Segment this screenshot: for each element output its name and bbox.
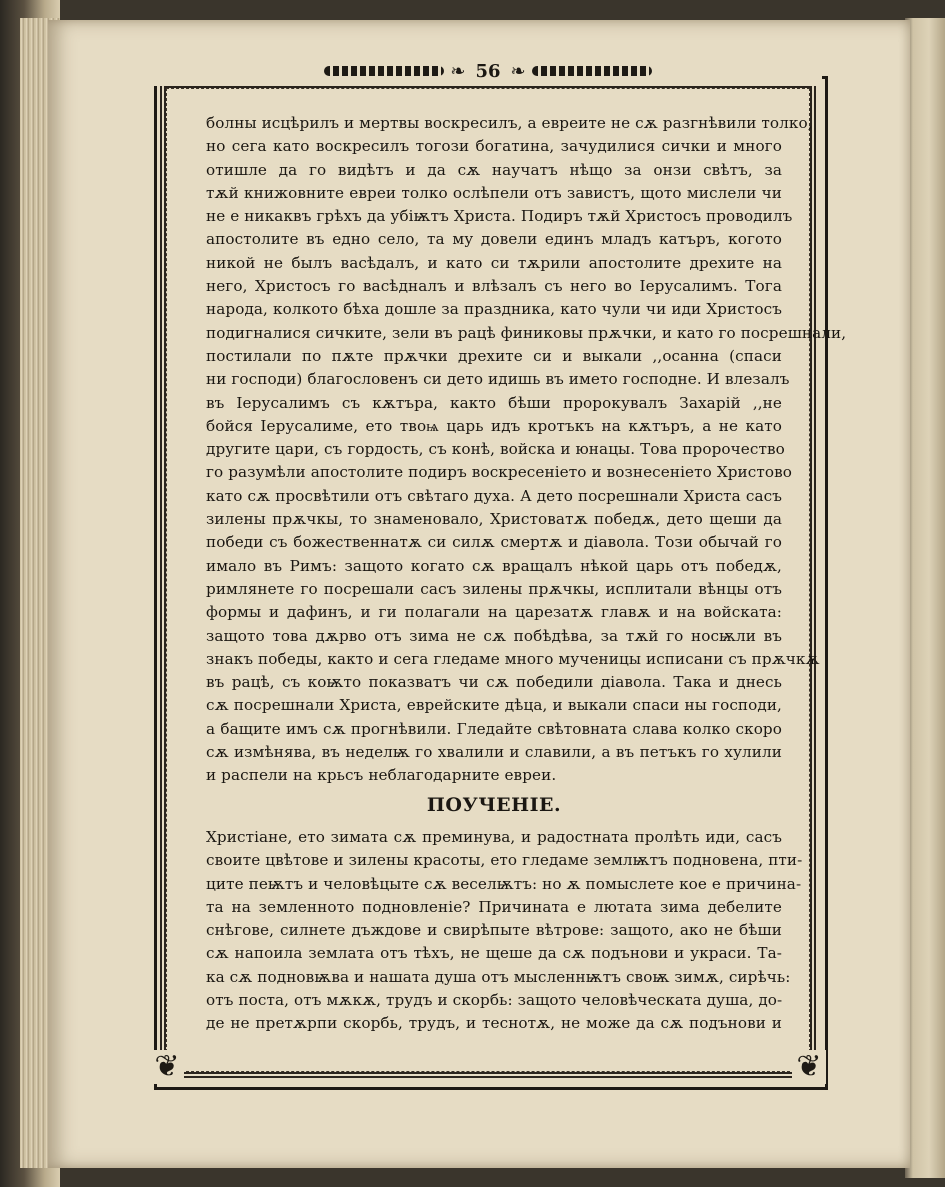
header-ornament-left xyxy=(324,66,444,76)
text-line: не е никаквъ грѣхъ да убіѭтъ Христа. Подиръ тѫй Христосъ проводилъ xyxy=(206,207,793,226)
text-line: болны исцѣрилъ и мертвы воскресилъ, а евреите не сѫ разгнѣвили толко, xyxy=(206,114,813,132)
text-line: него, Христосъ го васѣдналъ и влѣзалъ съ него во Іерусалимъ. Тога xyxy=(206,277,782,296)
text-line: народа, колкото бѣха дошле за праздника, като чули чи иди Христосъ xyxy=(206,300,782,319)
page-header xyxy=(154,56,822,86)
text-line: де не претѫрпи скорбь, трудъ, и теснотѫ, не може да сѫ подънови и xyxy=(206,1014,782,1033)
text-line: въ Іерусалимъ съ кѫтъра, както бѣши пророкувалъ Захарій ,,не xyxy=(206,393,782,412)
next-page-edge xyxy=(905,18,945,1178)
text-line: Христіане, ето зимата сѫ преминува, и радостната пролѣть иди, сасъ xyxy=(206,828,782,846)
header-ornament-right xyxy=(532,66,652,76)
text-line: зилены прѫчкы, то знаменовало, Христоватѫ победѫ, дето щеши да xyxy=(206,510,782,529)
text-line: защото това дѫрво отъ зима не сѫ побѣдѣва, за тѫй го носѭли въ xyxy=(206,626,782,645)
text-line: но сега като воскресилъ тогози богатина, зачудилися сички и много xyxy=(206,137,782,156)
text-line: въ рацѣ, съ коѭто показватъ чи сѫ победили діавола. Така и днесь xyxy=(206,673,782,692)
text-line: го разумѣли апостолите подиръ воскресеніето и вознесеніето Христово xyxy=(206,463,793,482)
corner-ornament-icon: ❦ xyxy=(150,1050,184,1084)
text-line: ни господи) благословенъ си дето идишь въ името господне. И влезалъ xyxy=(206,370,790,389)
page-number: 56 xyxy=(475,60,501,82)
text-line: римлянете го посрешали сасъ зилены прѫчкы, исплитали вѣнцы отъ xyxy=(206,579,782,598)
text-line: а бащите имъ сѫ прогнѣвили. Гледайте свѣтовната слава колко скоро xyxy=(206,719,782,738)
text-line: победи съ божественнатѫ си силѫ смертѫ и діавола. Този обычай го xyxy=(206,533,782,552)
text-line: сѫ измѣнява, въ неделѭ го хвалили и славили, а въ петъкъ го хулили xyxy=(206,743,782,762)
leaf-ornament-icon: ❧ xyxy=(510,60,526,82)
text-line: формы и дафинъ, и ги полагали на царезатѫ главѫ и на войската: xyxy=(206,603,782,622)
text-line: отишле да го видѣтъ и да сѫ научатъ нѣщо за онзи свѣтъ, за xyxy=(206,160,782,179)
text-line: своите цвѣтове и зилены красоты, ето гледаме землѭтъ подновена, пти- xyxy=(206,851,803,870)
text-line: сѫ напоила землата отъ тѣхъ, не щеше да сѫ подънови и украси. Та- xyxy=(206,944,782,963)
text-line: апостолите въ едно село, та му довели единъ младъ катъръ, когото xyxy=(206,230,782,249)
text-line: сѫ посрешнали Христа, еврейските дѣца, и выкали спаси ны господи, xyxy=(206,696,782,715)
text-line: никой не былъ васѣдалъ, и като си тѫрили апостолите дрехите на xyxy=(206,253,782,272)
text-line: постилали по пѫте прѫчки дрехите си и выкали ,,осанна (спаси xyxy=(206,346,782,365)
leaf-ornament-icon: ❧ xyxy=(450,60,466,82)
text-line: подигналися сичките, зели въ рацѣ финиковы прѫчки, и като го посрешнали, xyxy=(206,323,847,342)
text-line: ците пеѭтъ и человѣцыте сѫ веселѭтъ: но ѫ помыслете кое е причина- xyxy=(206,874,802,893)
text-line: имало въ Римъ: защото когато сѫ вращалъ нѣкой царь отъ победѫ, xyxy=(206,556,782,575)
corner-ornament-icon: ❦ xyxy=(792,1050,826,1084)
sermon-text-block xyxy=(206,826,803,1036)
text-line: тѫй книжовните евреи толко ослѣпели отъ завистъ, щото мислели чи xyxy=(206,183,782,202)
text-line: и распели на крьсъ неблагодарните евреи. xyxy=(206,766,557,785)
text-line: другите цари, съ гордость, съ конѣ, войска и юнацы. Това пророчество xyxy=(206,440,785,459)
text-line: бойся Іерусалиме, ето твоѩ царь идъ кротъкъ на кѫтъръ, а не като xyxy=(206,416,782,435)
text-line: знакъ победы, както и сега гледаме много мученицы исписани съ прѫчкѫ xyxy=(206,649,820,668)
text-line: като сѫ просвѣтили отъ свѣтаго духа. А дето посрешнали Христа сасъ xyxy=(206,486,782,505)
main-text-block xyxy=(206,112,847,788)
text-line: ка сѫ подновѭва и нашата душа отъ мысленнѭтъ своѭ зимѫ, сирѣчь: xyxy=(206,967,791,986)
text-line: та на земленното подновленіе? Причината е лютата зима дебелите xyxy=(206,897,782,916)
text-line: снѣгове, силнете дъждове и свирѣпыте вѣтрове: защото, ако не бѣши xyxy=(206,921,782,940)
section-title: ПОУЧЕНІЕ. xyxy=(426,794,562,816)
text-line: отъ поста, отъ мѫкѫ, трудъ и скорбь: защото человѣческата душа, до- xyxy=(206,991,783,1010)
